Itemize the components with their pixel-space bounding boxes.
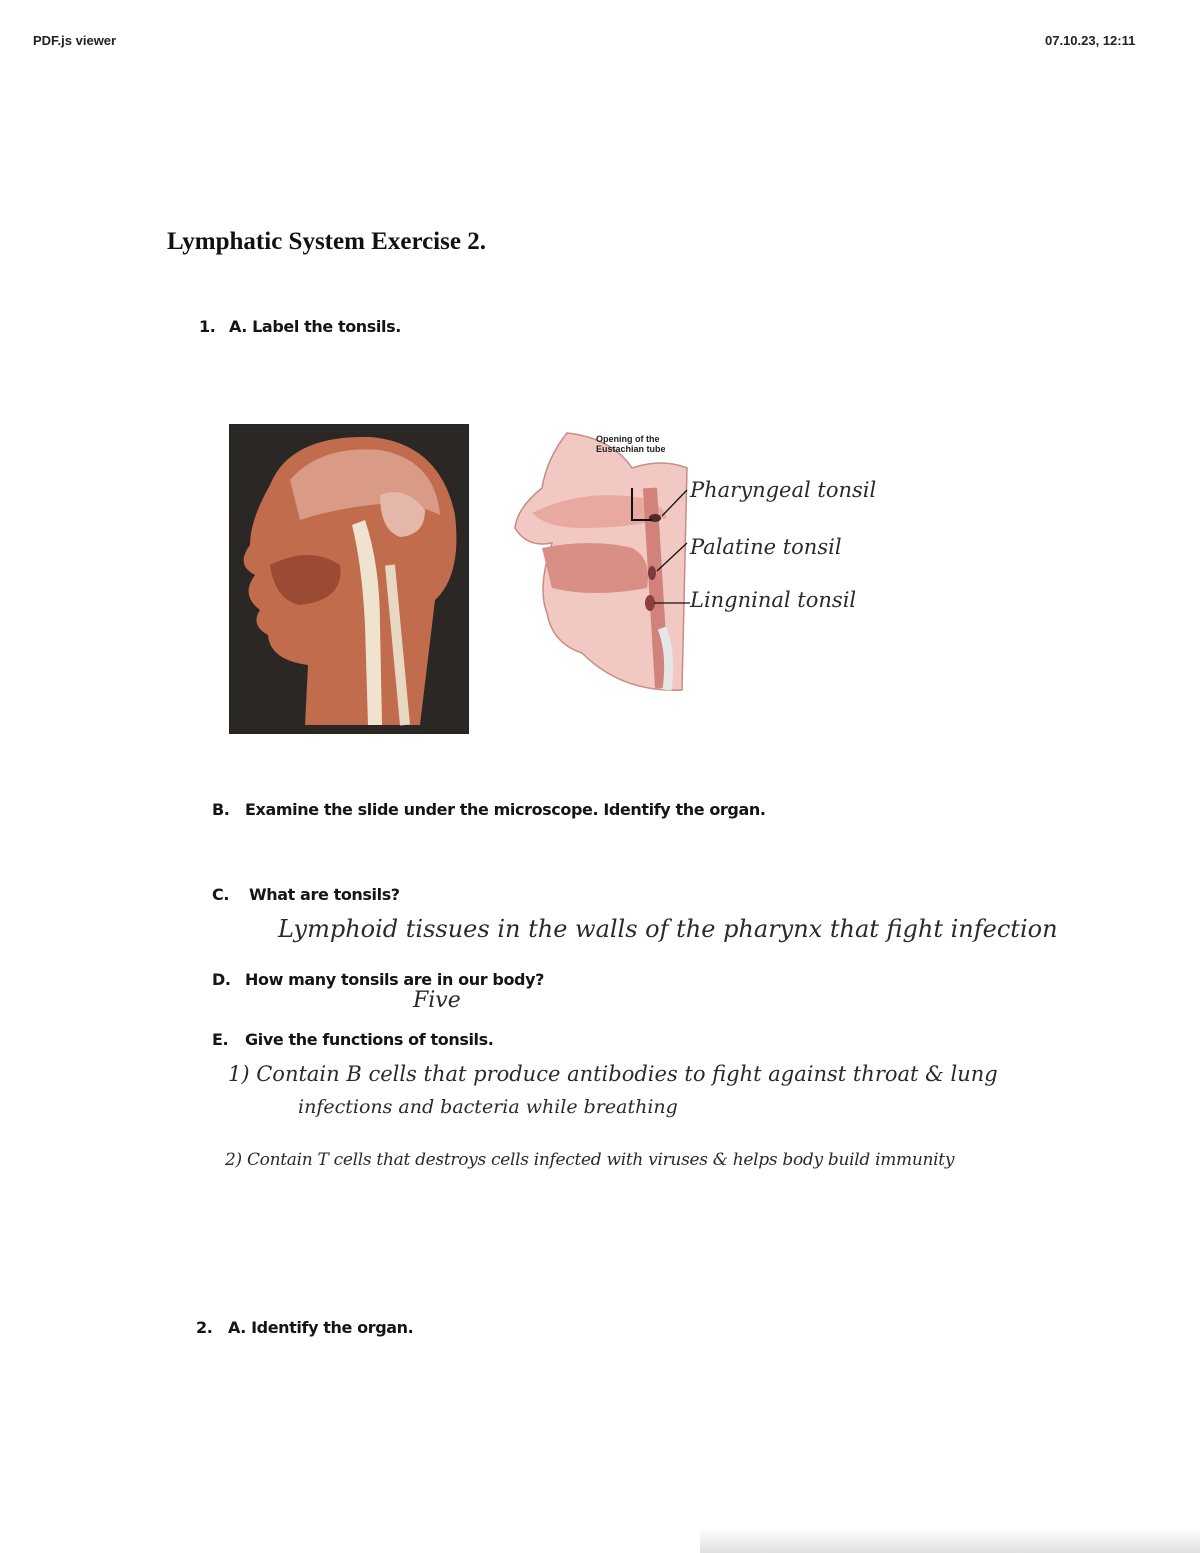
question-1d-letter: D. bbox=[212, 970, 231, 989]
answer-1d: Five bbox=[413, 988, 461, 1013]
answer-1e-item-2: 2) Contain T cells that destroys cells infected with viruses & helps body build immunity bbox=[225, 1150, 955, 1170]
answer-1c: Lymphoid tissues in the walls of the pharynx that fight infection bbox=[278, 915, 1058, 943]
question-1b-letter: B. bbox=[212, 800, 230, 819]
question-1b-text: Examine the slide under the microscope. Identify the organ. bbox=[245, 800, 766, 819]
answer-1e-item-1-cont: infections and bacteria while breathing bbox=[298, 1096, 678, 1118]
question-2-number: 2. bbox=[196, 1318, 213, 1337]
label-pharyngeal-tonsil: Pharyngeal tonsil bbox=[690, 478, 877, 502]
timestamp: 07.10.23, 12:11 bbox=[1045, 33, 1136, 48]
app-title: PDF.js viewer bbox=[33, 33, 117, 48]
question-2a-text: A. Identify the organ. bbox=[228, 1318, 414, 1337]
question-1-number: 1. bbox=[199, 317, 216, 336]
question-1d-text: How many tonsils are in our body? bbox=[245, 970, 545, 989]
tonsils-diagram bbox=[512, 428, 692, 693]
eustachian-caption-line2: Eustachian tube bbox=[596, 444, 666, 454]
label-palatine-tonsil: Palatine tonsil bbox=[690, 535, 842, 559]
answer-1e-item-1: 1) Contain B cells that produce antibodies to fight against throat & lung bbox=[228, 1062, 998, 1086]
throat-section-illustration bbox=[512, 428, 692, 693]
label-lingual-tonsil: Lingninal tonsil bbox=[690, 588, 857, 612]
page-title: Lymphatic System Exercise 2. bbox=[167, 228, 486, 255]
question-1a-text: A. Label the tonsils. bbox=[229, 317, 401, 336]
eustachian-caption bbox=[596, 434, 666, 454]
head-model-illustration bbox=[230, 425, 468, 733]
paper-edge-shadow bbox=[700, 1528, 1200, 1553]
head-sagittal-photo bbox=[229, 424, 469, 734]
question-1e-text: Give the functions of tonsils. bbox=[245, 1030, 494, 1049]
eustachian-caption-line1: Opening of the bbox=[596, 434, 660, 444]
question-1e-letter: E. bbox=[212, 1030, 229, 1049]
question-1c-text: What are tonsils? bbox=[249, 885, 400, 904]
question-1c-letter: C. bbox=[212, 885, 230, 904]
